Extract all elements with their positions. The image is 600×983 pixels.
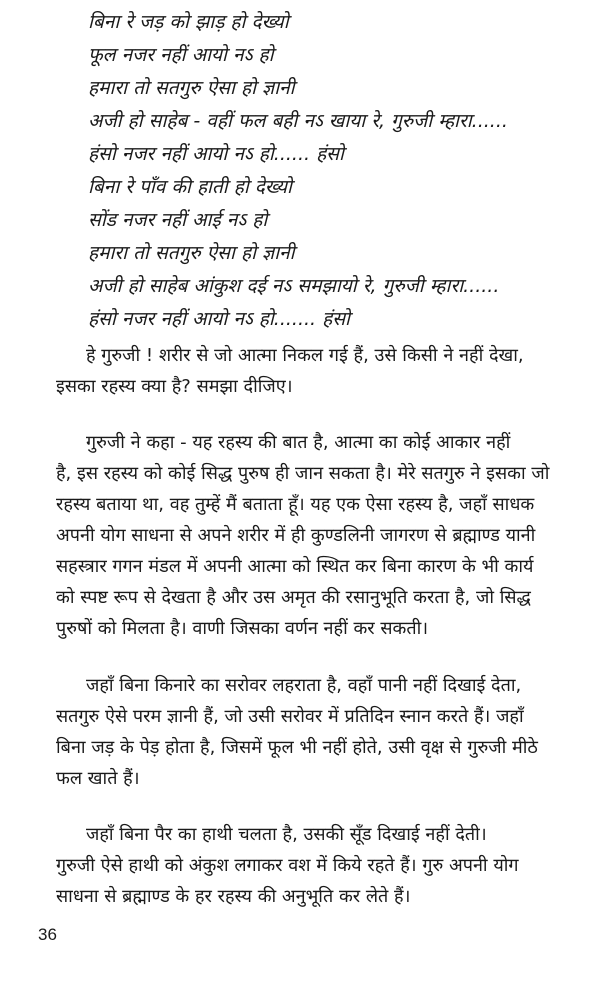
paragraph-answer bbox=[56, 427, 586, 644]
verse-line: हमारा तो सतगुरु ऐसा हो ज्ञानी bbox=[88, 242, 295, 264]
paragraph-elephant bbox=[56, 819, 586, 912]
paragraph-question bbox=[56, 340, 586, 402]
paragraph-line: रहस्य बताया था, वह तुम्हें मैं बताता हूँ। यह एक ऐसा रहस्य है, जहाँ साधक bbox=[56, 494, 535, 515]
paragraph-line: इसका रहस्य क्या है? समझा दीजिए। bbox=[56, 376, 293, 397]
verse-line: बिना रे पाँव की हाती हो देख्यो bbox=[88, 176, 292, 198]
verse-block bbox=[88, 6, 588, 336]
verse-line: अजी हो साहेब - वहीं फल बही नऽ खाया रे, गुरुजी म्हारा...... bbox=[88, 110, 508, 132]
paragraph-line: को स्पष्ट रूप से देखता है और उस अमृत की रसानुभूति करता है, जो सिद्ध bbox=[56, 587, 531, 608]
paragraph-line: गुरुजी ने कहा - यह रहस्य की बात है, आत्मा का कोई आकार नहीं bbox=[86, 432, 511, 453]
paragraph-line: जहाँ बिना किनारे का सरोवर लहराता है, वहाँ पानी नहीं दिखाई देता, bbox=[86, 675, 522, 696]
paragraph-line: बिना जड़ के पेड़ होता है, जिसमें फूल भी नहीं होते, उसी वृक्ष से गुरुजी मीठे bbox=[56, 737, 538, 758]
verse-line: बिना रे जड़ को झाड़ हो देख्यो bbox=[88, 11, 289, 33]
verse-line: हमारा तो सतगुरु ऐसा हो ज्ञानी bbox=[88, 77, 295, 99]
paragraph-line: सतगुरु ऐसे परम ज्ञानी हैं, जो उसी सरोवर में प्रतिदिन स्नान करते हैं। जहाँ bbox=[56, 706, 524, 727]
page-number: 36 bbox=[38, 925, 57, 944]
verse-line: सोंड नजर नहीं आई नऽ हो bbox=[88, 209, 268, 231]
paragraph-line: साधना से ब्रह्माण्ड के हर रहस्य की अनुभूति कर लेते हैं। bbox=[56, 886, 411, 907]
paragraph-line: हे गुरुजी ! शरीर से जो आत्मा निकल गई हैं, उसे किसी ने नहीं देखा, bbox=[86, 345, 524, 366]
paragraph-line: गुरुजी ऐसे हाथी को अंकुश लगाकर वश में किये रहते हैं। गुरु अपनी योग bbox=[56, 855, 519, 876]
verse-line: फूल नजर नहीं आयो नऽ हो bbox=[88, 44, 274, 66]
paragraph-line: फल खाते हैं। bbox=[56, 768, 140, 789]
verse-line: अजी हो साहेब आंकुश दई नऽ समझायो रे, गुरुजी म्हारा...... bbox=[88, 275, 500, 297]
paragraph-line: पुरुषों को मिलता है। वाणी जिसका वर्णन नहीं कर सकती। bbox=[56, 618, 429, 639]
paragraph-line: अपनी योग साधना से अपने शरीर में ही कुण्डलिनी जागरण से ब्रह्माण्ड यानी bbox=[56, 525, 536, 546]
verse-line: हंसो नजर नहीं आयो नऽ हो...... हंसो bbox=[88, 143, 344, 165]
paragraph-lake bbox=[56, 670, 586, 794]
verse-line: हंसो नजर नहीं आयो नऽ हो....... हंसो bbox=[88, 308, 350, 330]
paragraph-line: है, इस रहस्य को कोई सिद्ध पुरुष ही जान सकता है। मेरे सतगुरु ने इसका जो bbox=[56, 463, 550, 484]
paragraph-line: जहाँ बिना पैर का हाथी चलता है, उसकी सूँड दिखाई नहीं देती। bbox=[86, 824, 487, 845]
paragraph-line: सहस्त्रार गगन मंडल में अपनी आत्मा को स्थित कर बिना कारण के भी कार्य bbox=[56, 556, 534, 577]
